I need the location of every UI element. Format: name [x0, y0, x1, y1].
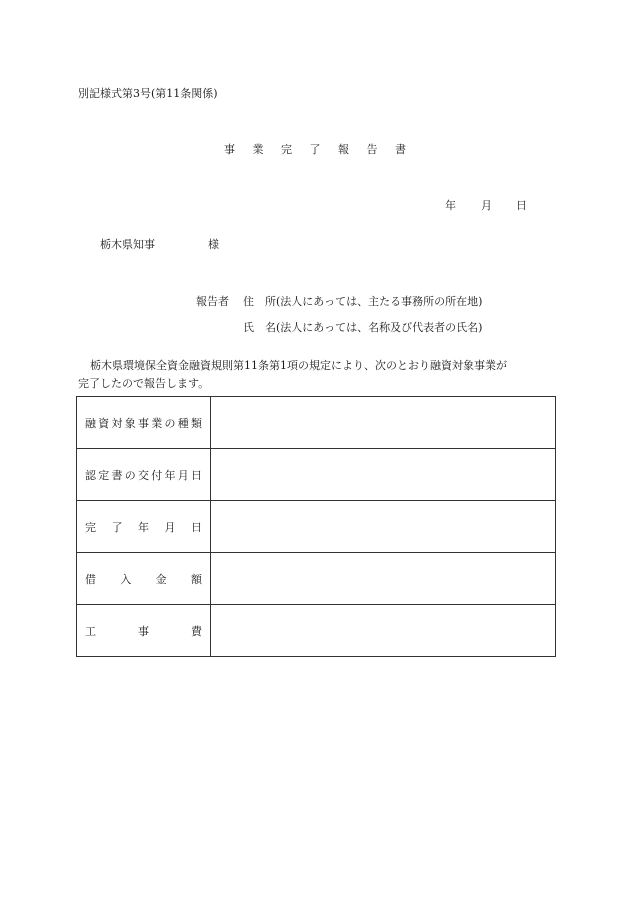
label-char: 借: [85, 572, 96, 586]
body-line-1: 栃木県環境保全資金融資規則第11条第1項の規定により、次のとおり融資対象事業が: [90, 359, 507, 372]
label-char: 象: [124, 416, 136, 430]
label-char: 業: [151, 416, 163, 430]
label-char: 工: [85, 624, 96, 638]
name-key: 氏 名: [243, 321, 276, 334]
title-char: 報: [338, 143, 349, 156]
table-row: [77, 553, 556, 605]
body-text: [78, 357, 560, 393]
loan-amount-field[interactable]: [211, 553, 556, 605]
date-month: 月: [481, 199, 492, 212]
label-char: 日: [191, 468, 202, 482]
construction-cost-field[interactable]: [211, 605, 556, 657]
label-char: 書: [111, 468, 123, 482]
title-char: 了: [309, 143, 321, 156]
reporter-name: [243, 319, 482, 335]
address-key: 住 所: [243, 295, 276, 308]
label-char: 費: [191, 624, 202, 638]
document-title: [0, 141, 630, 157]
label-char: 類: [191, 416, 202, 430]
label-char: 月: [177, 468, 189, 482]
label-char: 金: [155, 572, 167, 586]
label-char: 事: [138, 624, 149, 638]
table-row: [77, 397, 556, 449]
label-char: 対: [111, 416, 123, 430]
title-char: 書: [395, 143, 406, 156]
label-char: 完: [85, 520, 96, 534]
honorific: 様: [208, 238, 219, 251]
certificate-date-field[interactable]: [211, 449, 556, 501]
row-label-certificate-date: [77, 449, 211, 501]
label-char: 資: [98, 416, 110, 430]
label-char: 付: [151, 468, 163, 482]
reporter-label: 報告者: [196, 295, 229, 308]
label-char: の: [124, 468, 136, 482]
label-char: の: [164, 416, 176, 430]
label-char: 定: [98, 468, 110, 482]
name-note: (法人にあっては、名称及び代表者の氏名): [276, 321, 483, 334]
label-char: 交: [138, 468, 149, 482]
body-line-2: 完了したので報告します。: [78, 377, 210, 390]
label-char: 日: [191, 520, 202, 534]
label-char: 額: [190, 572, 202, 586]
date-day: 日: [516, 199, 527, 212]
title-char: 告: [366, 143, 378, 156]
label-char: 事: [138, 416, 149, 430]
table-row: [77, 449, 556, 501]
label-char: 年: [164, 468, 176, 482]
title-char: 業: [252, 143, 264, 156]
date-year: 年: [445, 199, 456, 212]
address-note: (法人にあっては、主たる事務所の所在地): [276, 295, 483, 308]
row-label-construction-cost: [77, 605, 211, 657]
title-char: 完: [281, 143, 292, 156]
table-row: [77, 605, 556, 657]
form-number: 別記様式第3号(第11条関係): [78, 87, 218, 100]
label-char: 月: [164, 520, 176, 534]
row-label-loan-amount: [77, 553, 211, 605]
title-char: 事: [224, 143, 235, 156]
label-char: 種: [177, 416, 189, 430]
reporter-address: [243, 293, 482, 309]
row-label-completion-date: [77, 501, 211, 553]
label-char: 融: [85, 416, 96, 430]
completion-date-field[interactable]: [211, 501, 556, 553]
label-char: 年: [138, 520, 149, 534]
label-char: 了: [111, 520, 123, 534]
label-char: 入: [120, 572, 132, 586]
addressee: 栃木県知事: [100, 238, 155, 251]
project-type-field[interactable]: [211, 397, 556, 449]
report-table: [76, 396, 556, 657]
row-label-project-type: [77, 397, 211, 449]
label-char: 認: [85, 468, 96, 482]
table-row: [77, 501, 556, 553]
